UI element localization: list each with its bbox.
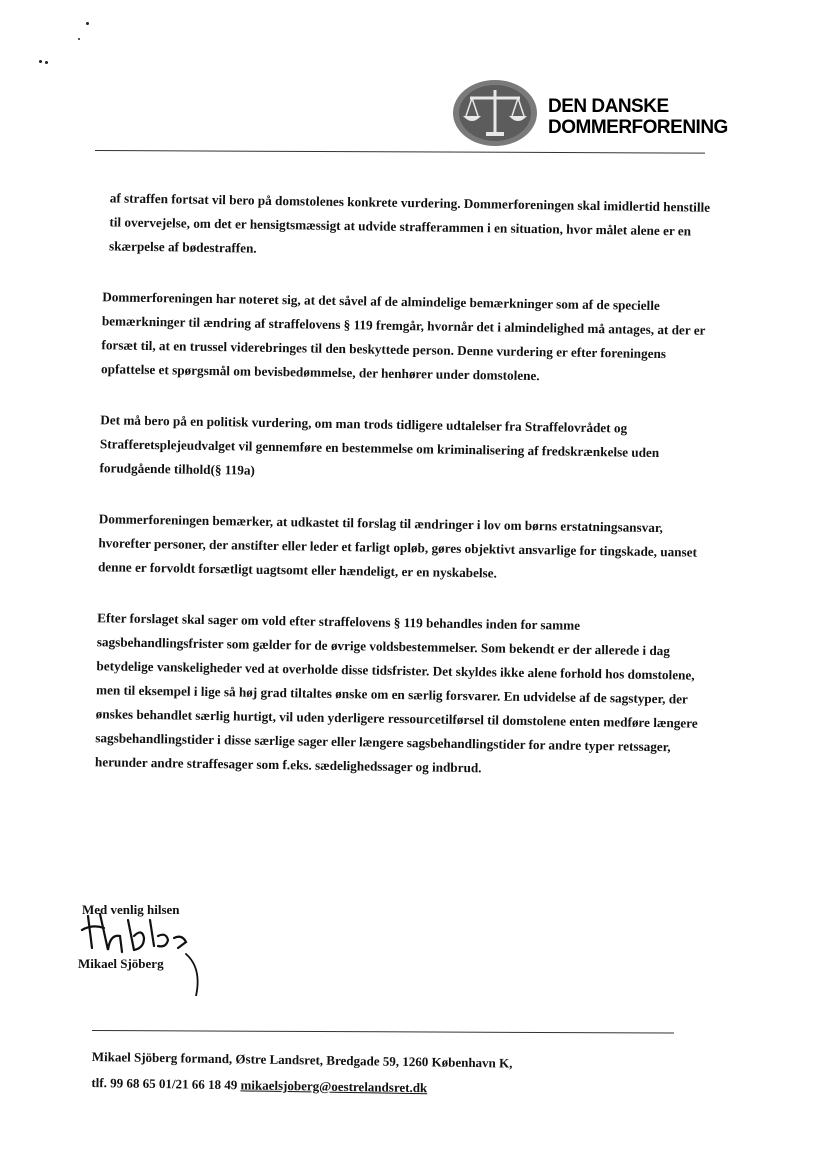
- org-name-line1: DEN DANSKE: [548, 96, 669, 117]
- signer-name: Mikael Sjöberg: [78, 956, 164, 971]
- scan-specks: [30, 18, 90, 78]
- footer-divider: [92, 1030, 674, 1034]
- footer: [91, 1044, 692, 1105]
- closing-block: [78, 898, 278, 998]
- paragraph: Dommerforeningen har noteret sig, at det såvel af de almindelige bemærkninger som af de specielle bemærkninger til ændring af straffelovens § 119 fremgår, hvornår det i almindelighed må antages, at der er forsæt til, at en trussel viderebringes til den beskyttede person. Denne vurdering er efter foreningens opfattelse et spørgsmål om bevisbedømmelse, der henhører under domstolene.: [101, 289, 706, 384]
- scales-of-justice-icon: [450, 78, 540, 148]
- letterhead: [450, 78, 730, 150]
- footer-phone: tlf. 99 68 65 01/21 66 18 49: [91, 1074, 238, 1093]
- footer-address: Mikael Sjöberg formand, Østre Landsret, Bredgade 59, 1260 København K,: [91, 1048, 513, 1071]
- org-name: [548, 96, 728, 138]
- closing-greeting: Med venlig hilsen: [82, 902, 180, 917]
- footer-email-link[interactable]: mikaelsjoberg@oestrelandsret.dk: [240, 1077, 428, 1096]
- header-divider: [95, 150, 705, 154]
- paragraph: Efter forslaget skal sager om vold efter straffelovens § 119 behandles inden for samme sagsbehandlingsfrister som gælder for de øvrige voldsbestemmelser. Som bekendt er der allerede i dag betydelige vanskeligheder ved at overholde disse tidsfrister. Det skyldes ikke alene forhold hos domstolene, men til eksempel i lige så høj grad tiltaltes ønske om en særlig forsvarer. En udvidelse af de sagstyper, der ønskes behandlet særlig hurtigt, vil uden yderligere ressourcetilførsel til domstolene enten medføre længere sagsbehandlingstider i disse særlige sager eller længere sagsbehandlingstider for andre typer retssager, herunder andre straffesager som f.eks. sædelighedssager og indbrud.: [94, 610, 698, 776]
- paragraph: af straffen fortsat vil bero på domstolenes konkrete vurdering. Dommerforeningen skal imidlertid henstille til overvejelse, om det er hensigtsmæssigt at udvide strafferammen i en situation, hvor målet alene er en skærpelse af bødestraffen.: [108, 190, 711, 256]
- letter-body: [76, 186, 716, 811]
- paragraph: Det må bero på en politisk vurdering, om man trods tidligere udtalelser fra Straffelovrådet og Strafferetsplejeudvalget vil gennemføre en bestemmelse om kriminalisering af fredskrænkelse uden forudgående tilhold(§ 119a): [99, 412, 660, 478]
- handwritten-signature: [78, 906, 218, 996]
- org-name-line2: DOMMERFORENING: [548, 117, 728, 138]
- paragraph: Dommerforeningen bemærker, at udkastet til forslag til ændringer i lov om børns erstatningsansvar, hvorefter personer, der anstifter eller leder et farligt opløb, gøres objektivt ansvarlige for tingskade, uanset denne er forvoldt forsætligt uagtsomt eller hændeligt, er en nyskabelse.: [97, 511, 698, 581]
